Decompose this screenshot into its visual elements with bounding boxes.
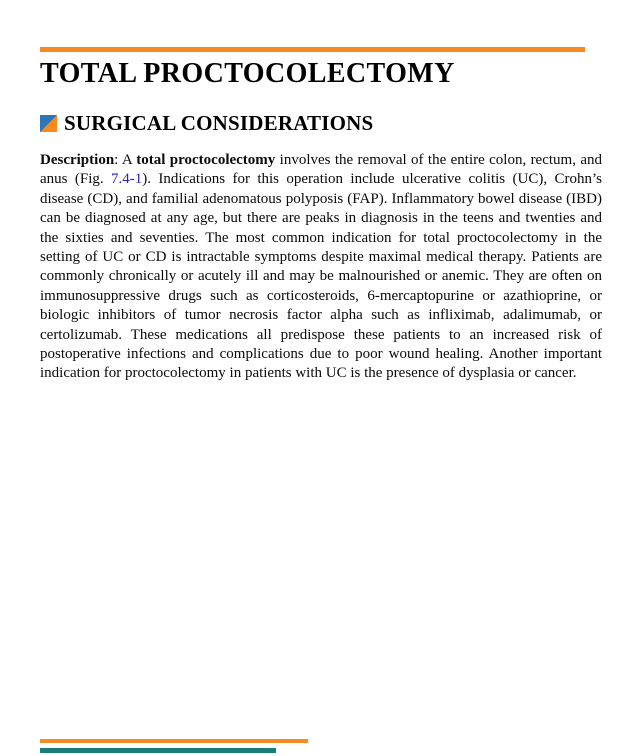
page-title: TOTAL PROCTOCOLECTOMY [40,58,455,89]
paragraph-run: ). Indications for this operation include ulcerative colitis (UC), Crohn’s disease (CD), and familial adenomatous polyposis (FAP). Inflammatory bowel disease (IBD) can be diagnosed at any age, but there are peaks in diagnosis in the teens and twenties and the sixties and seventies. The most common indication for total proctocolectomy in the setting of UC or CD is intractable symptoms despite maximal medical therapy. Patients are commonly chronically or acutely ill and may be malnourished or anemic. They are often on immunosuppressive drugs such as corticosteroids, 6-mercaptopurine or azathioprine, or biologic inhibitors of tumor necrosis factor alpha such as infliximab, adalimumab, or certolizumab. These medications all predispose these patients to an increased risk of postoperative infections and complications due to poor wound healing. Another important indication for proctocolectomy in patients with UC is the presence of dysplasia or cancer. [40,171,603,382]
paragraph-run: : A [114,152,137,168]
diagonal-split-square-icon [40,115,57,132]
description-label: Description [40,152,115,168]
figure-reference-link[interactable]: 7.4-1 [111,171,143,188]
chapter-divider-rule [40,47,585,52]
section-heading-label: SURGICAL CONSIDERATIONS [64,111,374,135]
next-page-orange-rule [40,739,308,743]
key-term: total proctocolectomy [136,152,276,168]
paragraph-run: involves the removal of the entire colon, rectum, and anus (Fig. [40,152,602,188]
next-page-teal-rule [40,748,276,753]
description-paragraph [40,151,602,384]
section-heading [40,112,602,135]
